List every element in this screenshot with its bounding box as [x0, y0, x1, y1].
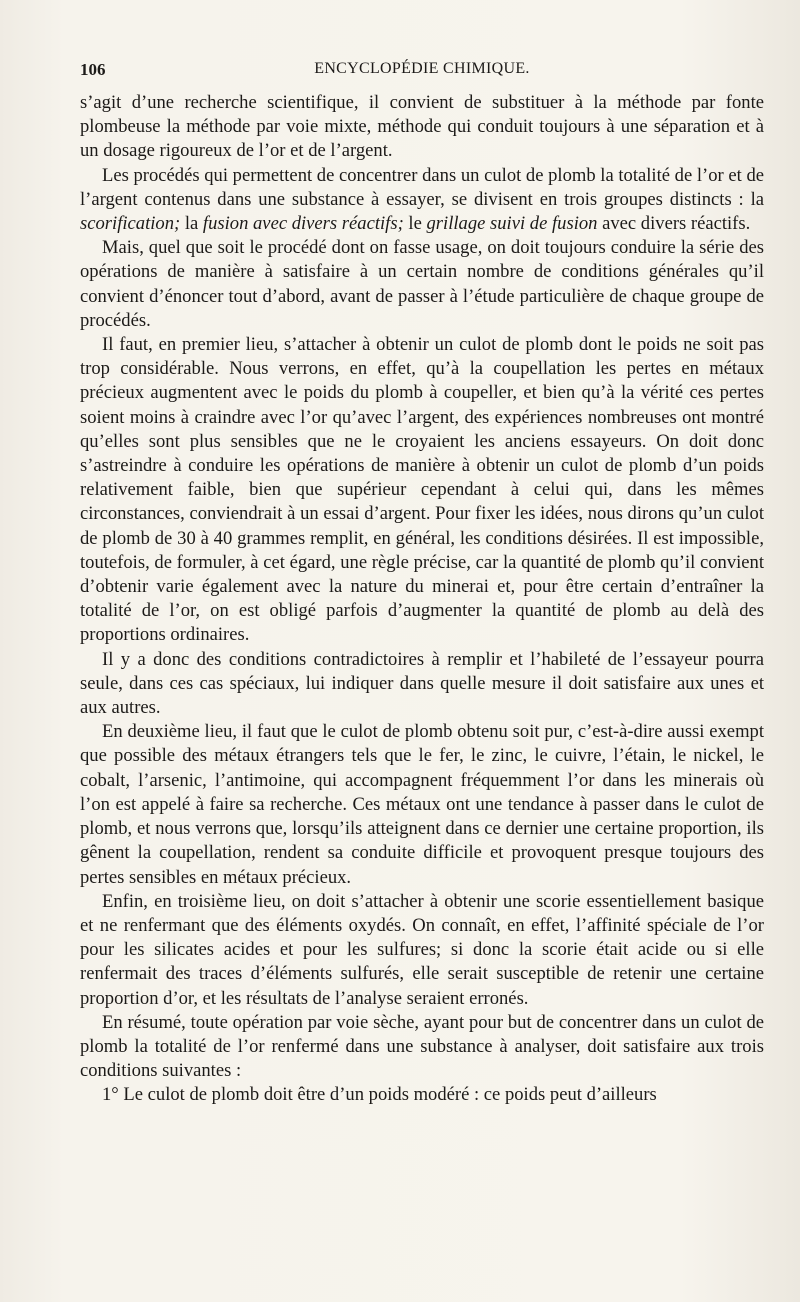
- paragraph-list-item-1: 1° Le culot de plomb doit être d’un poids modéré : ce poids peut d’ailleurs: [102, 1084, 657, 1106]
- paragraph-general-conditions: Mais, quel que soit le procédé dont on fasse usage, on doit toujours conduire la série des opérations de manière à satisfaire à un certain nombre de conditions générales qu’il convient d’énoncer tout d’abord, avant de passer à l’étude particulière de chaque groupe de procédés.: [80, 237, 764, 331]
- page-header: [80, 60, 764, 84]
- text-run: avec divers réactifs.: [597, 213, 751, 235]
- italic-term-fusion: fusion avec divers réactifs;: [202, 213, 404, 235]
- paragraph-second-condition: En deuxième lieu, il faut que le culot de plomb obtenu soit pur, c’est-à-dire aussi exempt que possible des métaux étrangers tels que le fer, le zinc, le cuivre, l’étain, le nickel, le cobalt, l’arsenic, l’antimoine, qui accompagnent fréquemment l’or dans les minerais où l’on est appelé à faire sa recherche. Ces métaux ont une tendance à passer dans le culot de plomb, et nous verrons que, lorsqu’ils atteignent dans ce dernier une certaine proportion, ils gênent la coupellation, rendent sa conduite difficile et provoquent presque toujours des pertes sensibles en métaux précieux.: [80, 721, 764, 888]
- paragraph-contradictory: Il y a donc des conditions contradictoires à remplir et l’habileté de l’essayeur pourra seule, dans ces cas spéciaux, lui indiquer dans quelle mesure il doit satisfaire aux unes et aux autres.: [80, 648, 764, 719]
- page-number: 106: [80, 60, 106, 79]
- italic-term-scorification: scorification;: [80, 213, 181, 235]
- italic-term-grillage: grillage suivi de fusion: [426, 213, 598, 235]
- paragraph-procedure-groups: [80, 164, 764, 237]
- running-title: ENCYCLOPÉDIE CHIMIQUE.: [314, 60, 530, 77]
- body-text: [80, 91, 764, 1108]
- paragraph-continuation: s’agit d’une recherche scientifique, il convient de substituer à la méthode par fonte plombeuse la méthode par voie mixte, méthode qui conduit toujours à une séparation et à un dosage rigoureux de l’or et de l’argent.: [80, 92, 764, 162]
- text-run: Les procédés qui permettent de concentrer dans un culot de plomb la totalité de l’or et de l’argent contenus dans une substance à essayer, se divisent en trois groupes distincts : la: [80, 164, 764, 210]
- paragraph-third-condition: Enfin, en troisième lieu, on doit s’attacher à obtenir une scorie essentiellement basique et ne renfermant que des éléments oxydés. On connaît, en effet, l’affinité spéciale de l’or pour les silicates acides et pour les sulfures; si donc la scorie était acide ou si elle renfermait des traces d’éléments sulfurés, elle serait susceptible de retenir une certaine proportion d’or, et les résultats de l’analyse seraient erronés.: [80, 890, 764, 1009]
- paragraph-first-condition: Il faut, en premier lieu, s’attacher à obtenir un culot de plomb dont le poids ne soit pas trop considérable. Nous verrons, en effet, qu’à la coupellation les pertes en métaux précieux augmentent avec le poids du plomb à coupeller, et bien qu’à la vérité ces pertes soient moins à craindre avec l’or qu’avec l’argent, des expériences nombreuses ont montré qu’elles sont plus sensibles que ne le croyaient les anciens essayeurs. On doit donc s’astreindre à conduire les opérations de manière à obtenir un culot de plomb d’un poids relativement faible, bien que supérieur cependant à celui qui, dans les mêmes circonstances, conviendrait à un essai d’argent. Pour fixer les idées, nous dirons qu’un culot de plomb de 30 à 40 grammes remplit, en général, les conditions désirées. Il est impossible, toutefois, de formuler, à cet égard, une règle précise, car la quantité de plomb qu’il convient d’obtenir varie également avec la nature du minerai et, pour être certain d’entraîner la totalité de l’or, on est obligé parfois d’augmenter la quantité de plomb au delà des proportions ordinaires.: [80, 334, 764, 646]
- text-run: la: [180, 213, 203, 235]
- paragraph-summary: En résumé, toute opération par voie sèche, ayant pour but de concentrer dans un culot de plomb la totalité de l’or renfermé dans une substance à analyser, doit satisfaire aux trois conditions suivantes :: [80, 1011, 764, 1082]
- text-run: le: [403, 213, 427, 235]
